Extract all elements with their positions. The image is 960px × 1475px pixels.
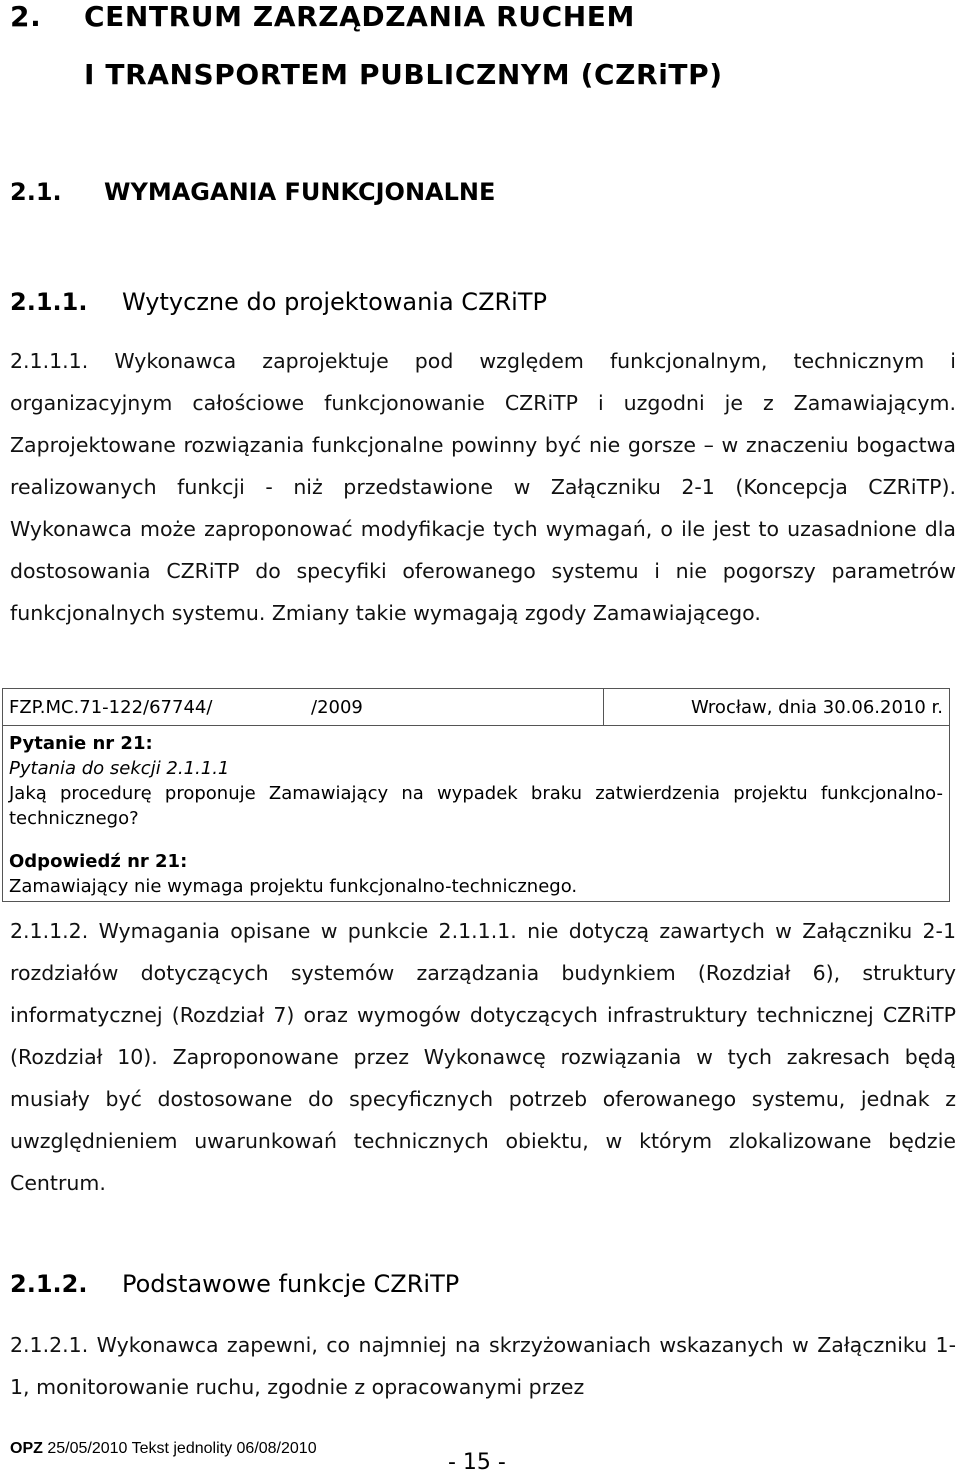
section-title: WYMAGANIA FUNKCJONALNE [104, 178, 496, 206]
section-heading-2-1-1 [10, 288, 547, 316]
paragraph-number: 2.1.1.1. [10, 349, 89, 373]
answer-text: Zamawiający nie wymaga projektu funkcjonalno-technicznego. [9, 876, 578, 897]
section-title: Podstawowe funkcje CZRiTP [122, 1270, 460, 1298]
section-number: 2.1.2. [10, 1270, 88, 1298]
chapter-heading-line2 [84, 58, 723, 91]
question-text: Jaką procedurę proponuje Zamawiający na wypadek braku zatwierdzenia projektu funkcjonalno-technicznego? [9, 783, 943, 829]
paragraph-text: Wymagania opisane w punkcie 2.1.1.1. nie dotyczą zawartych w Załączniku 2-1 rozdziałów dotyczących systemów zarządzania budynkiem (Rozdział 6), struktury informatycznej (Rozdział 7) oraz wymogów dotyczących infrastruktury technicznej CZRiTP (Rozdział 10). Zaproponowane przez Wykonawcę rozwiązania w tych zakresach będą musiały być dostosowane do specyficznych potrzeb oferowanego systemu, jednak z uwzględnieniem uwarunkowań technicznych obiektu, w którym zlokalizowane będzie Centrum. [10, 919, 956, 1195]
chapter-title-line2: I TRANSPORTEM PUBLICZNYM (CZRiTP) [84, 58, 723, 91]
footer-doc-details: 25/05/2010 Tekst jednolity 06/08/2010 [47, 1440, 317, 1457]
chapter-number: 2. [10, 0, 42, 33]
qa-body [9, 725, 943, 899]
section-title: Wytyczne do projektowania CZRiTP [122, 288, 547, 316]
paragraph-number: 2.1.2.1. [10, 1333, 89, 1357]
paragraph-2-1-2-1 [10, 1324, 956, 1408]
paragraph-text: Wykonawca zapewni, co najmniej na skrzyżowaniach wskazanych w Załączniku 1-1, monitorowanie ruchu, zgodnie z opracowanymi przez [10, 1333, 956, 1399]
place-date: Wrocław, dnia 30.06.2010 r. [690, 697, 943, 718]
section-number: 2.1.1. [10, 288, 88, 316]
page-number: - 15 - [448, 1450, 506, 1475]
reference-year: /2009 [311, 697, 363, 718]
footer-doc-code: OPZ [10, 1440, 43, 1457]
question-label: Pytanie nr 21: [9, 733, 153, 754]
section-heading-2-1-2 [10, 1270, 459, 1298]
answer-label: Odpowiedź nr 21: [9, 851, 188, 872]
paragraph-2-1-1-1 [10, 340, 956, 634]
paragraph-number: 2.1.1.2. [10, 919, 89, 943]
header-divider [603, 689, 604, 725]
paragraph-text: Wykonawca zaprojektuje pod względem funkcjonalnym, technicznym i organizacyjnym całościowe funkcjonowanie CZRiTP i uzgodni je z Zamawiającym. Zaprojektowane rozwiązania funkcjonalne powinny być nie gorsze – w znaczeniu bogactwa realizowanych funkcji - niż przedstawione w Załączniku 2-1 (Koncepcja CZRiTP). Wykonawca może zaproponować modyfikacje tych wymagań, o ile jest to uzasadnione dla dostosowania CZRiTP do specyfiki oferowanego systemu i nie pogorszy parametrów funkcjonalnych systemu. Zmiany takie wymagają zgody Zamawiającego. [10, 349, 956, 625]
chapter-heading-line1 [10, 0, 635, 33]
qa-box [2, 688, 950, 902]
reference-number: FZP.MC.71-122/67744/ [9, 697, 213, 718]
section-heading-2-1 [10, 178, 495, 206]
footer-doc-info [10, 1440, 317, 1458]
chapter-title-line1: CENTRUM ZARZĄDZANIA RUCHEM [84, 0, 635, 33]
qa-header [3, 689, 949, 726]
paragraph-2-1-1-2 [10, 910, 956, 1204]
question-section: Pytania do sekcji 2.1.1.1 [9, 758, 230, 779]
section-number: 2.1. [10, 178, 62, 206]
